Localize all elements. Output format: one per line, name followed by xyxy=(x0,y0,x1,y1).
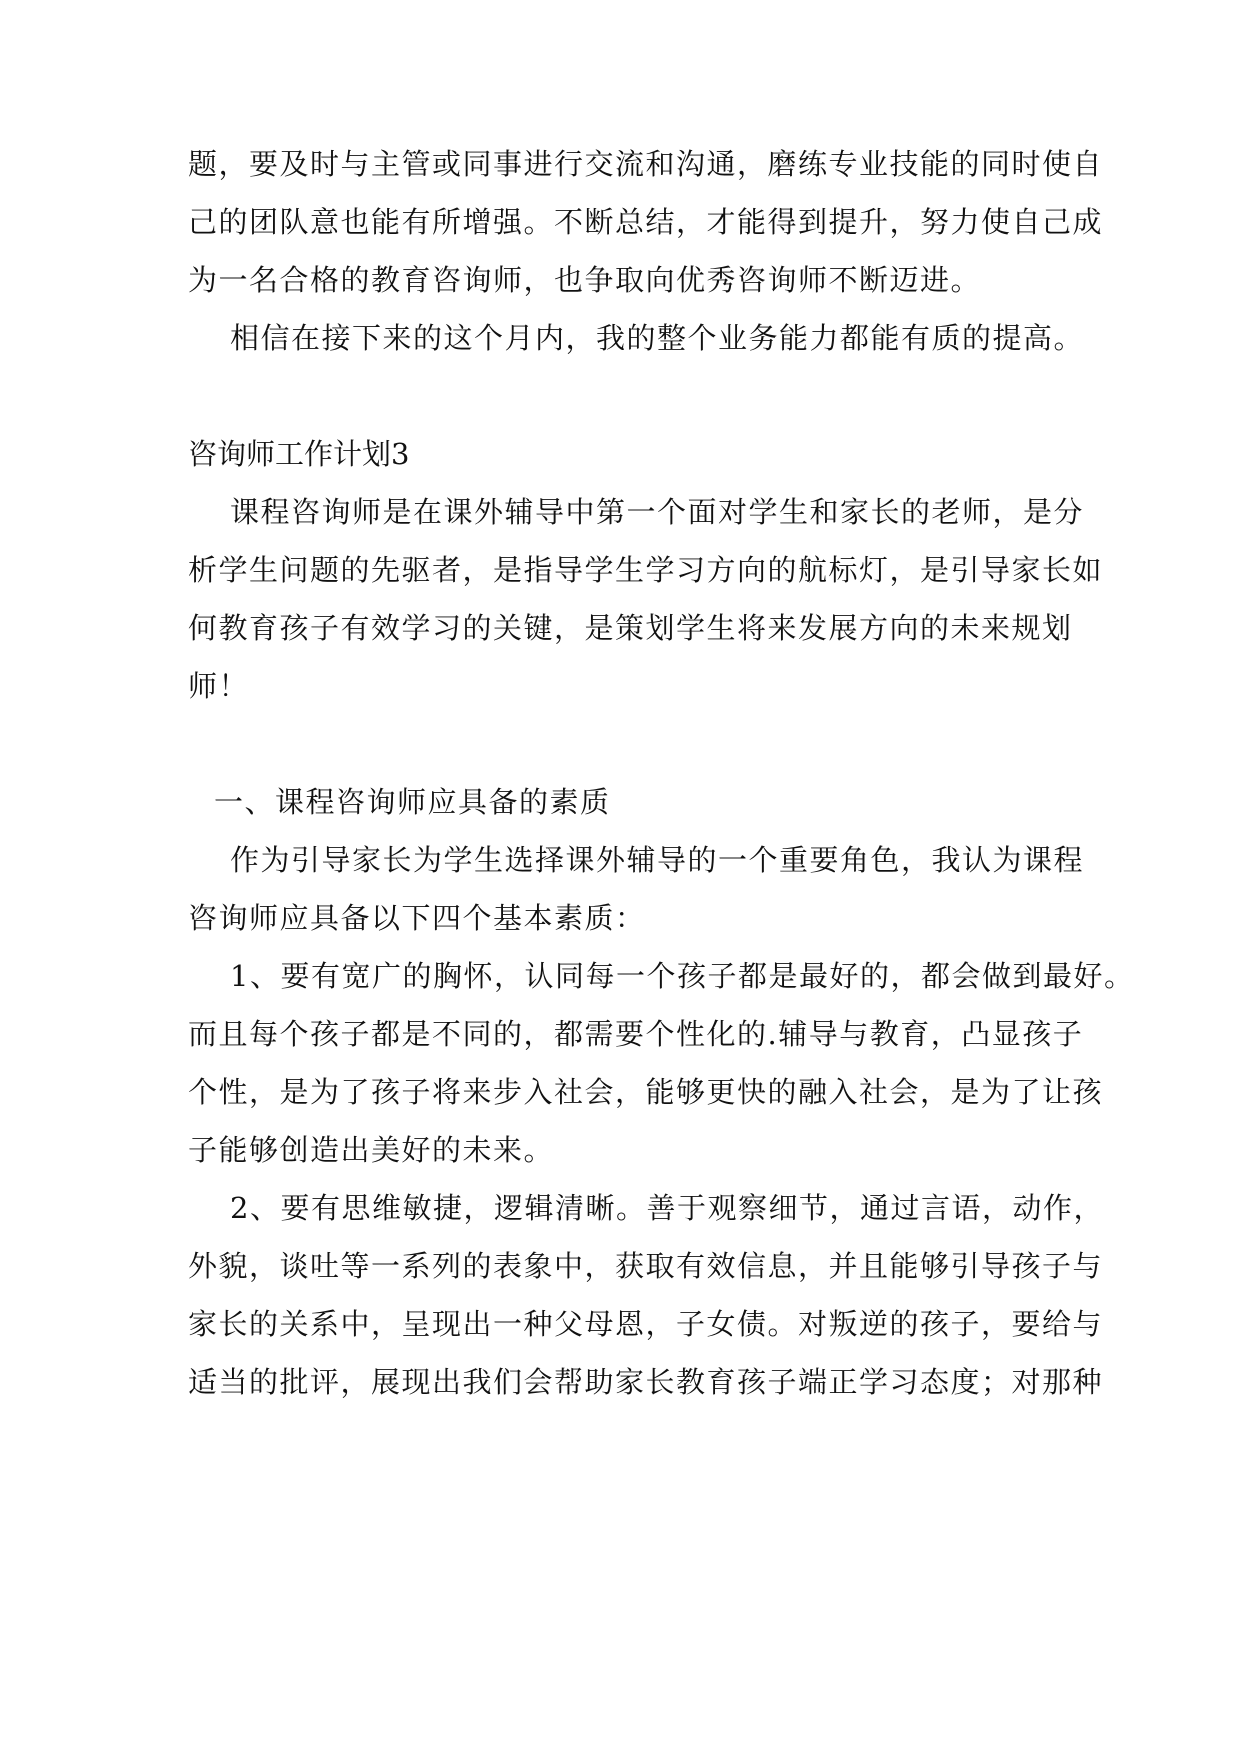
list-item-line: 而且每个孩子都是不同的，都需要个性化的.辅导与教育，凸显孩子 xyxy=(188,1017,1084,1051)
paragraph-line: 何教育孩子有效学习的关键，是策划学生将来发展方向的未来规划 xyxy=(188,611,1073,645)
section-title: 咨询师工作计划3 xyxy=(188,437,410,471)
paragraph-line: 己的团队意也能有所增强。不断总结，才能得到提升，努力使自己成 xyxy=(188,205,1104,239)
paragraph-line: 析学生问题的先驱者，是指导学生学习方向的航标灯，是引导家长如 xyxy=(188,553,1104,587)
paragraph-line: 题，要及时与主管或同事进行交流和沟通，磨练专业技能的同时使自 xyxy=(188,147,1104,181)
paragraph-line: 师！ xyxy=(188,669,250,703)
paragraph-line: 为一名合格的教育咨询师，也争取向优秀咨询师不断迈进。 xyxy=(188,263,982,297)
list-item-line: 家长的关系中，呈现出一种父母恩，子女债。对叛逆的孩子，要给与 xyxy=(188,1307,1104,1341)
paragraph-line: 课程咨询师是在课外辅导中第一个面对学生和家长的老师，是分 xyxy=(230,495,1085,529)
paragraph-line: 作为引导家长为学生选择课外辅导的一个重要角色，我认为课程 xyxy=(230,843,1085,877)
list-item-line: 2、要有思维敏捷，逻辑清晰。善于观察细节，通过言语，动作， xyxy=(230,1191,1104,1225)
list-item-line: 个性，是为了孩子将来步入社会，能够更快的融入社会，是为了让孩 xyxy=(188,1075,1104,1109)
list-item-line: 适当的批评，展现出我们会帮助家长教育孩子端正学习态度；对那种 xyxy=(188,1365,1104,1399)
paragraph-line: 咨询师应具备以下四个基本素质： xyxy=(188,901,646,935)
subheading: 一、课程咨询师应具备的素质 xyxy=(214,785,611,819)
list-item-line: 外貌，谈吐等一系列的表象中，获取有效信息，并且能够引导孩子与 xyxy=(188,1249,1104,1283)
list-item-line: 1、要有宽广的胸怀，认同每一个孩子都是最好的，都会做到最好。 xyxy=(230,959,1135,993)
list-item-line: 子能够创造出美好的未来。 xyxy=(188,1133,555,1167)
paragraph-line: 相信在接下来的这个月内，我的整个业务能力都能有质的提高。 xyxy=(230,321,1085,355)
